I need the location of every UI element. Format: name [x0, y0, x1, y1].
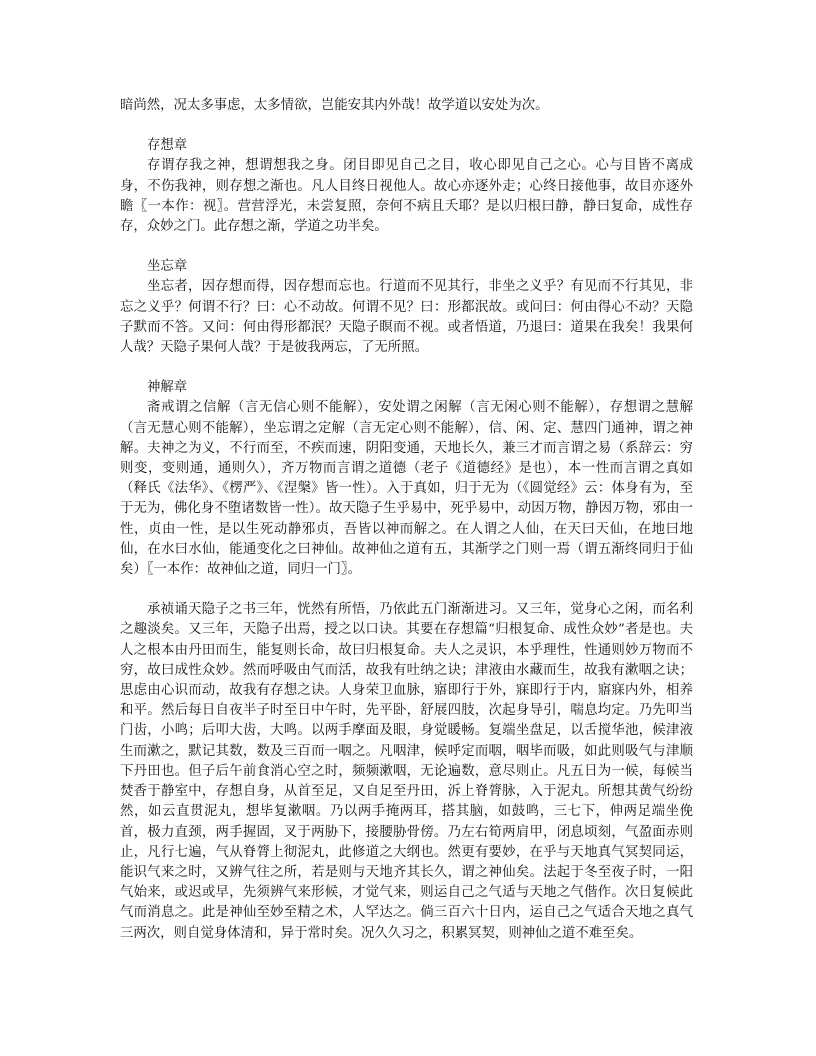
section-heading-shenjie: 神解章 [147, 380, 188, 396]
section-body-zuowang: 坐忘者，因存想而得，因存想而忘也。行道而不见其行，非坐之义乎？有见而不行其见，非忘之义乎？何谓不行？曰：心不动故。何谓不见？曰：形都泯故。或问曰：何由得心不动？天隐子默而不答。又问：何由得形都泯？天隐子瞑而不视。或者悟道，乃退曰：道果在我矣！我果何人哉？天隐子果何人哉？于是彼我两忘，了无所照。 [120, 279, 693, 356]
closing-paragraph: 承祯诵天隐子之书三年，恍然有所悟，乃依此五门渐渐进习。又三年，觉身心之闲，而名利之趣淡矣。又三年，天隐子出焉，授之以口诀。其要在存想篇“归根复命、成性众妙”者是也。夫人之根本由丹田而生，能复则长命，故曰归根复命。夫人之灵识，本乎理性，性通则妙万物而不穷，故曰成性众妙。然而呼吸由气而活，故我有吐纳之诀；津液由水藏而生，故我有漱咽之诀；思虑由心识而动，故我有存想之诀。人身荣卫血脉，寤即行于外，寐即行于内，寤寐内外，相养和平。然后每日自夜半子时至日中午时，先平卧，舒展四肢，次起身导引，喘息均定。乃先叩当门齿，小鸣；后叩大齿，大鸣。以两手摩面及眼，身觉暖畅。复端坐盘足，以舌搅华池，候津液生而漱之，默记其数，数及三百而一咽之。凡咽津，候呼定而咽，咽毕而吸，如此则吸气与津顺下丹田也。但子后午前食消心空之时，频频漱咽，无论遍数，意尽则止。凡五日为一候，每候当焚香于静室中，存想自身，从首至足，又自足至丹田，泝上脊膂脉，入于泥丸。所想其黄气纷纷然，如云直贯泥丸，想毕复漱咽。乃以两手掩两耳，搭其脑，如鼓鸣，三七下，伸两足端坐俛首，极力直颈，两手握固，叉于两胁下，接腰胁骨傍。乃左右筍两肩甲，闭息顷刻，气盈面赤则止，凡行七遍，气从脊膂上彻泥丸，此修道之大纲也。然更有要妙，在乎与天地真气冥契同运，能识气来之时，又辨气往之所，若是则与天地齐其长久，谓之神仙矣。法起于冬至夜子时，一阳气始来，或迟或早，先须辨气来形候，才觉气来，则运自己之气适与天地之气偕作。次日复候此气而消息之。此是神仙至妙至精之术，人罕达之。倘三百六十日内，运自己之气适合天地之真气三两次，则自觉身体清和，异于常时矣。况久久习之，积累冥契，则神仙之道不难至矣。 [120, 602, 693, 941]
section-heading-cunxiang: 存想章 [147, 138, 188, 154]
document-page [120, 96, 693, 944]
section-gap [120, 358, 693, 378]
section-gap [120, 116, 693, 136]
section-heading-zuowang: 坐忘章 [147, 259, 188, 275]
section-gap [120, 580, 693, 600]
section-body-shenjie: 斋戒谓之信解（言无信心则不能解），安处谓之闲解（言无闲心则不能解），存想谓之慧解（言无慧心则不能解），坐忘谓之定解（言无定心则不能解），信、闲、定、慧四门通神，谓之神解。夫神之为义，不行而至，不疾而速，阴阳变通，天地长久，兼三才而言谓之易（系辞云：穷则变，变则通，通则久），齐万物而言谓之道德（老子《道德经》是也），本一性而言谓之真如（释氏《法华》、《楞严》、《涅槃》皆一性）。入于真如，归于无为（《圆觉经》云：体身有为，至于无为，佛化身不堕诸数皆一性）。故天隐子生乎易中，死乎易中，动因万物，静因万物，邪由一性，贞由一性，是以生死动静邪贞，吾皆以神而解之。在人谓之人仙，在天曰天仙，在地曰地仙，在水曰水仙，能通变化之曰神仙。故神仙之道有五，其渐学之门则一焉（谓五渐终同归于仙矣）〖一本作：故神仙之道，同归一门〗。 [120, 400, 693, 578]
opening-paragraph: 暗尚然，况太多事虑，太多情欲，岂能安其内外哉！故学道以安处为次。 [120, 98, 549, 113]
section-body-cunxiang: 存谓存我之神，想谓想我之身。闭目即见自己之目，收心即见自己之心。心与目皆不离成身，不伤我神，则存想之渐也。凡人目终日视他人。故心亦逐外走；心终日接他事，故目亦逐外瞻〖一本作：视〗。营营浮光，未尝复照，奈何不病且夭耶？是以归根曰静，静曰复命，成性存存，众妙之门。此存想之渐，学道之功半矣。 [120, 158, 693, 235]
section-gap [120, 237, 693, 257]
